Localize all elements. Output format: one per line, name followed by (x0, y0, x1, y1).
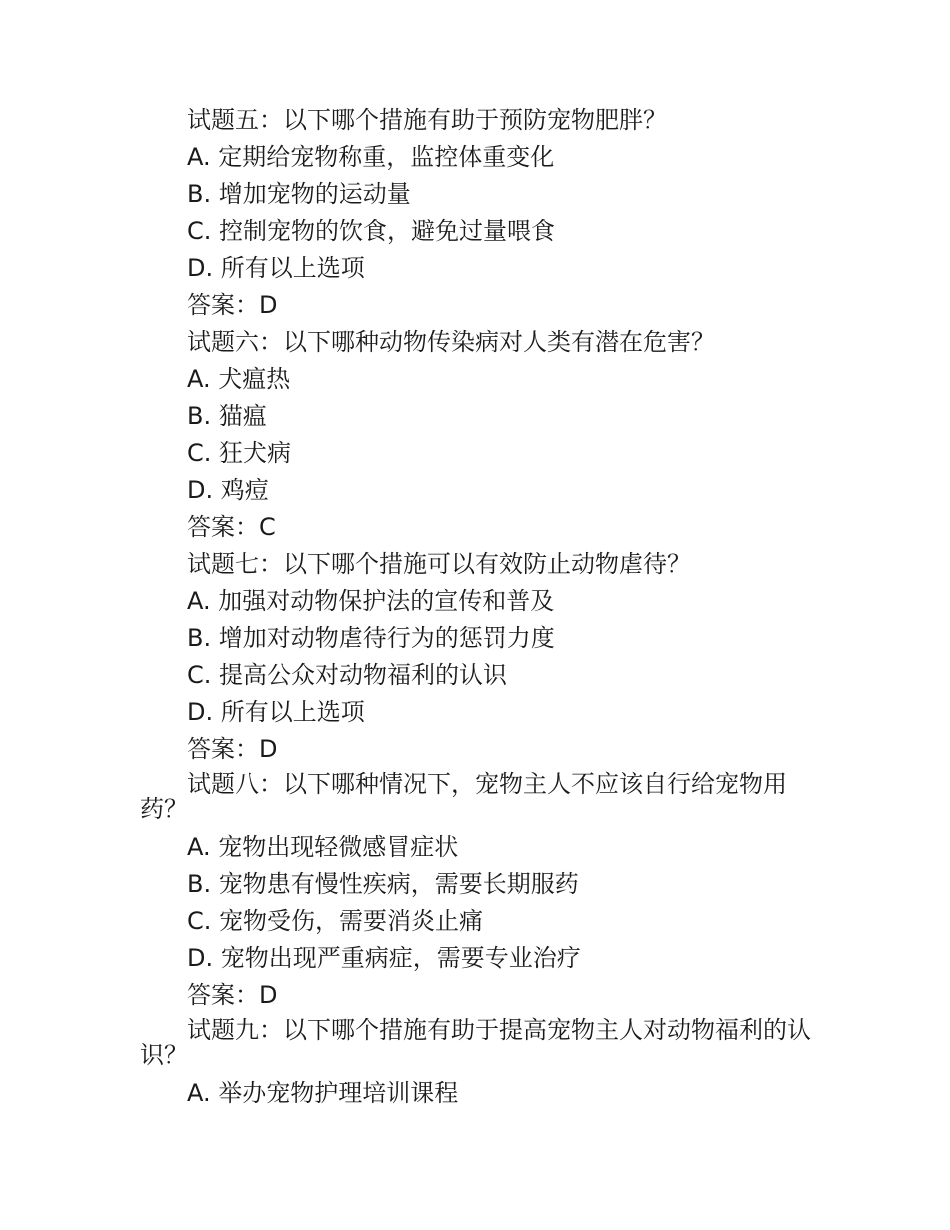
question-8-stem: 试题八：以下哪种情况下，宠物主人不应该自行给宠物用药？ (140, 770, 787, 823)
question-6-stem: 试题六：以下哪种动物传染病对人类有潜在危害？ (187, 328, 715, 356)
question-8-option-d: D. 宠物出现严重病症，需要专业治疗 (187, 944, 581, 972)
question-7-option-a: A. 加强对动物保护法的宣传和普及 (187, 587, 555, 615)
question-5-option-a: A. 定期给宠物称重，监控体重变化 (187, 143, 555, 171)
question-7-option-d: D. 所有以上选项 (187, 698, 365, 726)
question-7-stem: 试题七：以下哪个措施可以有效防止动物虐待？ (187, 550, 691, 578)
question-5-stem: 试题五：以下哪个措施有助于预防宠物肥胖？ (187, 106, 667, 134)
question-7-option-b: B. 增加对动物虐待行为的惩罚力度 (187, 624, 555, 652)
question-5-answer: 答案：D (187, 291, 278, 319)
question-6-option-d: D. 鸡痘 (187, 476, 269, 504)
question-8-answer: 答案：D (187, 981, 278, 1009)
question-8-option-b: B. 宠物患有慢性疾病，需要长期服药 (187, 870, 579, 898)
question-6-option-a: A. 犬瘟热 (187, 365, 291, 393)
question-6-option-c: C. 狂犬病 (187, 439, 292, 467)
question-9-stem: 试题九：以下哪个措施有助于提高宠物主人对动物福利的认识？ (140, 1016, 811, 1069)
question-8-option-c: C. 宠物受伤，需要消炎止痛 (187, 907, 484, 935)
question-8-option-a: A. 宠物出现轻微感冒症状 (187, 833, 459, 861)
document-body (140, 102, 820, 1112)
question-6-answer: 答案：C (187, 513, 276, 541)
question-9-option-a: A. 举办宠物护理培训课程 (187, 1079, 459, 1107)
question-7-answer: 答案：D (187, 735, 278, 763)
question-5-option-b: B. 增加宠物的运动量 (187, 180, 411, 208)
question-5-option-d: D. 所有以上选项 (187, 254, 365, 282)
question-6-option-b: B. 猫瘟 (187, 402, 267, 430)
question-5-option-c: C. 控制宠物的饮食，避免过量喂食 (187, 217, 556, 245)
question-7-option-c: C. 提高公众对动物福利的认识 (187, 661, 508, 689)
